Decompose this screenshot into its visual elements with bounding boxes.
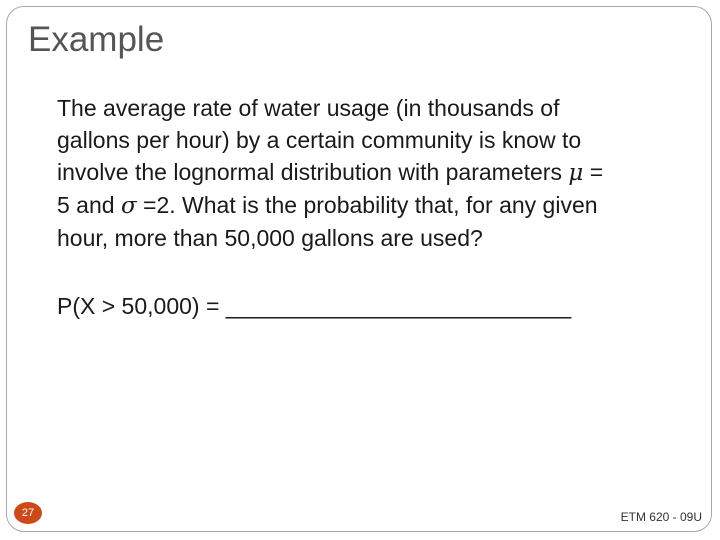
footer-course-label: ETM 620 - 09U	[620, 510, 702, 524]
problem-line-2: gallons per hour) by a certain community is know to	[57, 127, 582, 153]
problem-line-3-text: involve the lognormal distribution with parameters	[57, 159, 569, 185]
slide-title: Example	[28, 20, 165, 59]
problem-line-3	[57, 156, 697, 189]
problem-text	[57, 92, 697, 254]
problem-line-4	[57, 189, 697, 222]
problem-line-1: The average rate of water usage (in thousands of	[57, 95, 560, 121]
sigma-symbol: σ	[120, 193, 137, 219]
mu-symbol: μ	[568, 160, 584, 186]
page-number-badge: 27	[14, 502, 42, 524]
problem-line-5: hour, more than 50,000 gallons are used?	[57, 225, 483, 251]
problem-line-4-text: 5 and	[57, 192, 121, 218]
problem-line-3-tail: =	[583, 159, 604, 185]
answer-prompt: P(X > 50,000) = ___________________________	[57, 293, 572, 319]
slide-frame	[6, 6, 712, 532]
problem-line-4-tail: =2. What is the probability that, for any given	[136, 192, 598, 218]
